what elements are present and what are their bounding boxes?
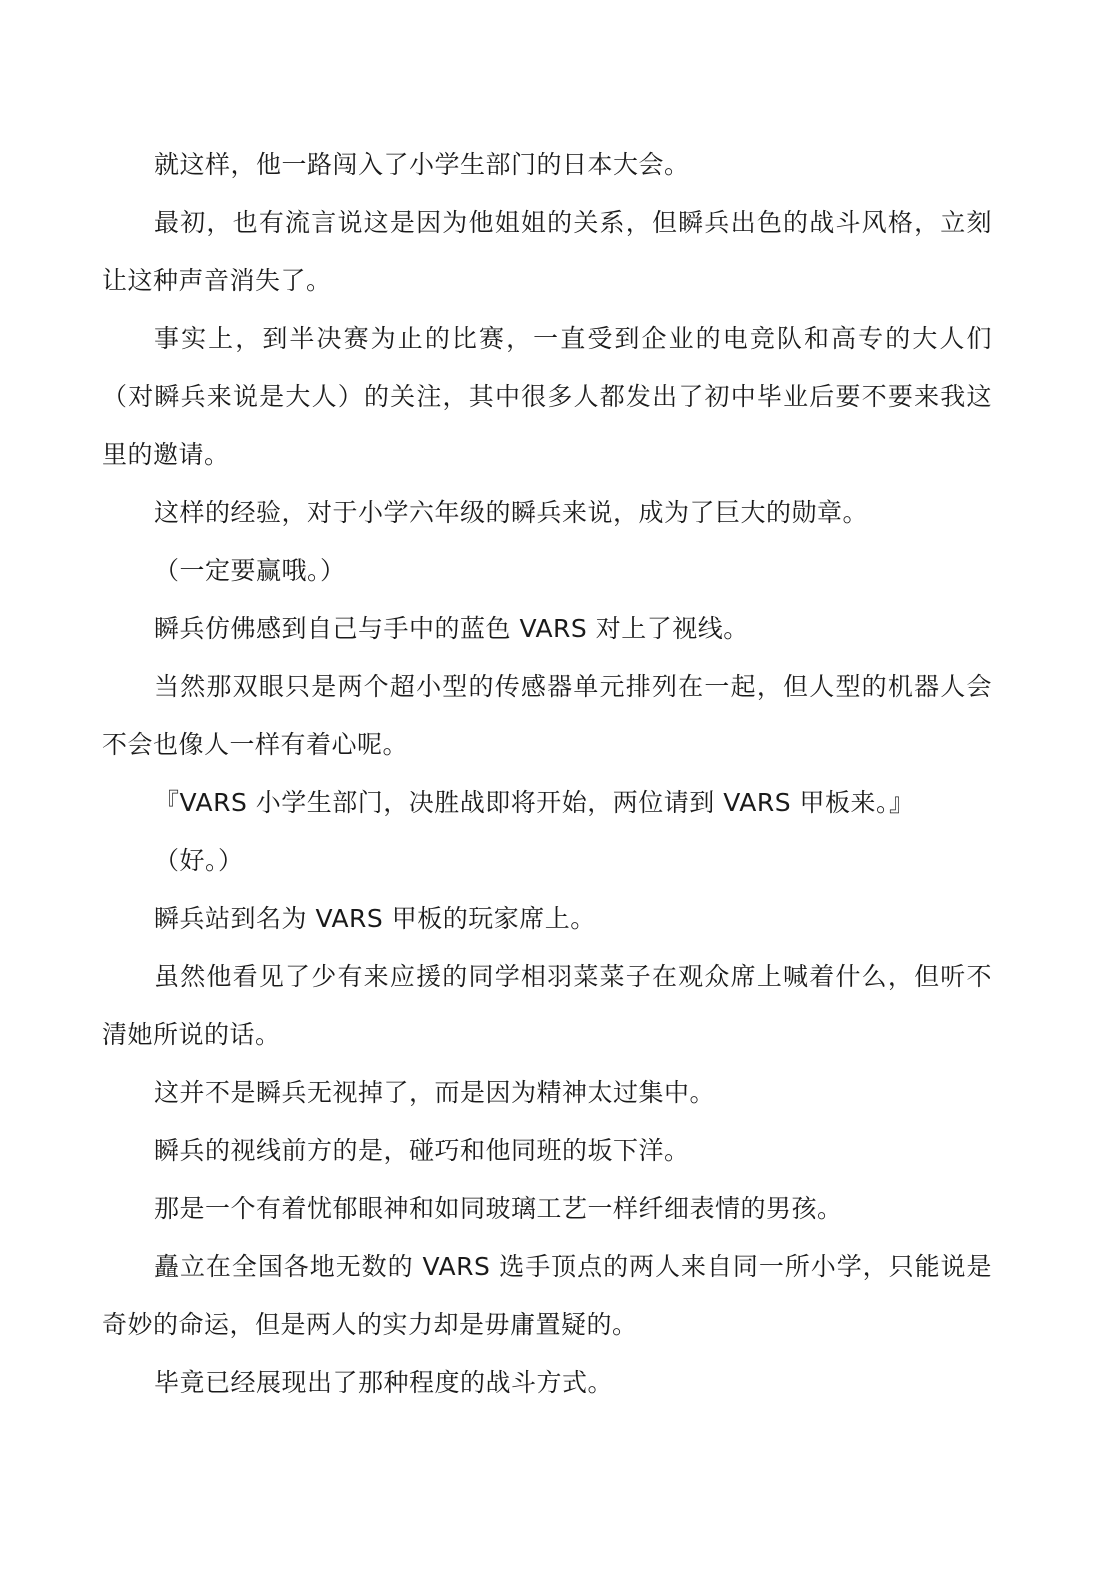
paragraph: 这并不是瞬兵无视掉了，而是因为精神太过集中。 [154, 1078, 716, 1107]
paragraph: 这样的经验，对于小学六年级的瞬兵来说，成为了巨大的勋章。 [154, 498, 869, 527]
paragraph: 当然那双眼只是两个超小型的传感器单元排列在一起，但人型的机器人会不会也像人一样有着心呢。 [102, 672, 992, 759]
paragraph: 『VARS 小学生部门，决胜战即将开始，两位请到 VARS 甲板来。』 [154, 788, 915, 817]
text-body [102, 136, 992, 1412]
paragraph: 毕竟已经展现出了那种程度的战斗方式。 [154, 1368, 614, 1397]
paragraph: 瞬兵站到名为 VARS 甲板的玩家席上。 [154, 904, 596, 933]
paragraph: 瞬兵的视线前方的是，碰巧和他同班的坂下洋。 [154, 1136, 690, 1165]
paragraph: 最初，也有流言说这是因为他姐姐的关系，但瞬兵出色的战斗风格，立刻让这种声音消失了。 [102, 208, 992, 295]
paragraph: 矗立在全国各地无数的 VARS 选手顶点的两人来自同一所小学，只能说是奇妙的命运，但是两人的实力却是毋庸置疑的。 [102, 1252, 992, 1339]
paragraph: 虽然他看见了少有来应援的同学相羽菜菜子在观众席上喊着什么，但听不清她所说的话。 [102, 962, 992, 1049]
paragraph: 就这样，他一路闯入了小学生部门的日本大会。 [154, 150, 690, 179]
paragraph: （好。） [154, 846, 244, 875]
paragraph: 那是一个有着忧郁眼神和如同玻璃工艺一样纤细表情的男孩。 [154, 1194, 843, 1223]
paragraph: 事实上，到半决赛为止的比赛，一直受到企业的电竞队和高专的大人们（对瞬兵来说是大人）的关注，其中很多人都发出了初中毕业后要不要来我这里的邀请。 [102, 324, 992, 469]
paragraph: （一定要赢哦。） [154, 556, 346, 585]
paragraph: 瞬兵仿佛感到自己与手中的蓝色 VARS 对上了视线。 [154, 614, 749, 643]
